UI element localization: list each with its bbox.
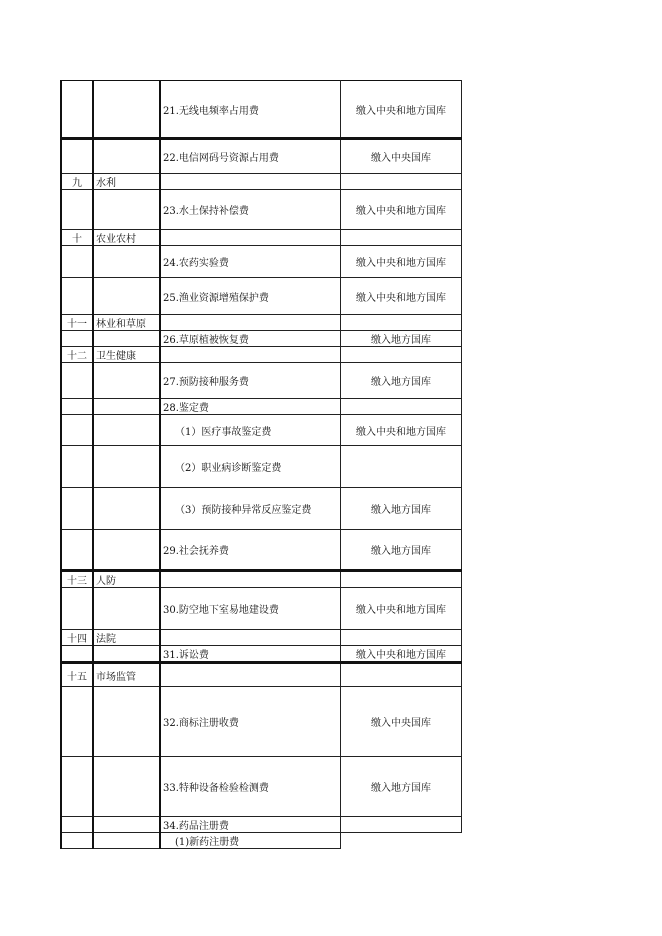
fee-item-cell: 27.预防接种服务费 (160, 363, 341, 399)
treasury-destination-cell: 缴入地方国库 (341, 331, 462, 347)
table-row (61, 230, 462, 246)
section-number-cell: 十 (61, 230, 93, 246)
treasury-destination-cell (341, 833, 462, 849)
fee-table (60, 80, 462, 849)
section-number-cell (61, 331, 93, 347)
category-cell (93, 81, 160, 139)
category-cell: 市场监管 (93, 663, 160, 687)
treasury-destination-cell (341, 446, 462, 488)
section-number-cell: 十二 (61, 347, 93, 363)
section-number-cell: 十一 (61, 315, 93, 331)
category-cell: 人防 (93, 571, 160, 588)
category-cell (93, 190, 160, 230)
table-row (61, 363, 462, 399)
section-number-cell (61, 530, 93, 571)
treasury-destination-cell (341, 174, 462, 190)
category-cell (93, 687, 160, 757)
table-row (61, 588, 462, 630)
fee-item-cell: 28.鉴定费 (160, 399, 341, 415)
fee-table-body (61, 81, 462, 849)
fee-item-cell: 22.电信网码号资源占用费 (160, 139, 341, 174)
category-cell (93, 278, 160, 315)
section-number-cell (61, 278, 93, 315)
fee-item-cell: 25.渔业资源增殖保护费 (160, 278, 341, 315)
section-number-cell (61, 588, 93, 630)
fee-item-cell: 26.草原植被恢复费 (160, 331, 341, 347)
section-number-cell (61, 81, 93, 139)
table-row (61, 687, 462, 757)
section-number-cell (61, 415, 93, 446)
treasury-destination-cell: 缴入地方国库 (341, 363, 462, 399)
table-row (61, 246, 462, 278)
category-cell (93, 588, 160, 630)
treasury-destination-cell: 缴入中央和地方国库 (341, 415, 462, 446)
table-row (61, 399, 462, 415)
section-number-cell (61, 757, 93, 817)
section-number-cell (61, 363, 93, 399)
treasury-destination-cell: 缴入中央国库 (341, 687, 462, 757)
category-cell (93, 446, 160, 488)
section-number-cell: 十三 (61, 571, 93, 588)
section-number-cell (61, 488, 93, 530)
fee-item-cell: 30.防空地下室易地建设费 (160, 588, 341, 630)
table-row (61, 663, 462, 687)
category-cell (93, 246, 160, 278)
fee-item-cell: 29.社会抚养费 (160, 530, 341, 571)
fee-item-cell: （1）医疗事故鉴定费 (160, 415, 341, 446)
fee-item-cell: 34.药品注册费 (160, 817, 341, 833)
treasury-destination-cell: 缴入地方国库 (341, 757, 462, 817)
table-row (61, 190, 462, 230)
treasury-destination-cell: 缴入中央和地方国库 (341, 278, 462, 315)
treasury-destination-cell: 缴入中央国库 (341, 139, 462, 174)
section-number-cell: 十五 (61, 663, 93, 687)
category-cell: 法院 (93, 630, 160, 646)
treasury-destination-cell: 缴入中央和地方国库 (341, 646, 462, 663)
fee-item-cell (160, 571, 341, 588)
fee-item-cell: 33.特种设备检验检测费 (160, 757, 341, 817)
category-cell (93, 363, 160, 399)
fee-item-cell (160, 663, 341, 687)
table-row (61, 315, 462, 331)
section-number-cell: 九 (61, 174, 93, 190)
treasury-destination-cell (341, 347, 462, 363)
fee-item-cell: 31.诉讼费 (160, 646, 341, 663)
fee-item-cell (160, 230, 341, 246)
category-cell (93, 415, 160, 446)
category-cell (93, 817, 160, 833)
section-number-cell (61, 246, 93, 278)
category-cell (93, 646, 160, 663)
table-row (61, 817, 462, 833)
fee-item-cell: （3）预防接种异常反应鉴定费 (160, 488, 341, 530)
section-number-cell (61, 833, 93, 849)
fee-item-cell (160, 630, 341, 646)
table-row (61, 630, 462, 646)
category-cell: 林业和草原 (93, 315, 160, 331)
fee-item-cell: 23.水土保持补偿费 (160, 190, 341, 230)
category-cell (93, 488, 160, 530)
category-cell: 水利 (93, 174, 160, 190)
category-cell (93, 399, 160, 415)
section-number-cell (61, 687, 93, 757)
table-row (61, 571, 462, 588)
section-number-cell (61, 646, 93, 663)
fee-item-cell (160, 174, 341, 190)
section-number-cell: 十四 (61, 630, 93, 646)
fee-item-cell (160, 315, 341, 331)
table-row (61, 530, 462, 571)
section-number-cell (61, 446, 93, 488)
category-cell (93, 757, 160, 817)
fee-item-cell: 32.商标注册收费 (160, 687, 341, 757)
table-row (61, 174, 462, 190)
category-cell (93, 139, 160, 174)
treasury-destination-cell (341, 571, 462, 588)
treasury-destination-cell (341, 315, 462, 331)
treasury-destination-cell (341, 817, 462, 833)
treasury-destination-cell: 缴入中央和地方国库 (341, 246, 462, 278)
treasury-destination-cell: 缴入中央和地方国库 (341, 190, 462, 230)
table-row (61, 81, 462, 139)
table-row (61, 347, 462, 363)
table-row (61, 139, 462, 174)
category-cell: 农业农村 (93, 230, 160, 246)
category-cell (93, 331, 160, 347)
section-number-cell (61, 817, 93, 833)
table-row (61, 833, 462, 849)
category-cell (93, 530, 160, 571)
treasury-destination-cell: 缴入地方国库 (341, 488, 462, 530)
section-number-cell (61, 190, 93, 230)
treasury-destination-cell: 缴入中央和地方国库 (341, 81, 462, 139)
section-number-cell (61, 399, 93, 415)
fee-item-cell: (1)新药注册费 (160, 833, 341, 849)
fee-item-cell (160, 347, 341, 363)
fee-item-cell: 24.农药实验费 (160, 246, 341, 278)
table-row (61, 446, 462, 488)
table-row (61, 415, 462, 446)
category-cell: 卫生健康 (93, 347, 160, 363)
fee-item-cell: 21.无线电频率占用费 (160, 81, 341, 139)
table-row (61, 278, 462, 315)
fee-item-cell: （2）职业病诊断鉴定费 (160, 446, 341, 488)
category-cell (93, 833, 160, 849)
table-row (61, 646, 462, 663)
treasury-destination-cell (341, 230, 462, 246)
section-number-cell (61, 139, 93, 174)
treasury-destination-cell (341, 630, 462, 646)
treasury-destination-cell (341, 399, 462, 415)
table-row (61, 488, 462, 530)
treasury-destination-cell: 缴入地方国库 (341, 530, 462, 571)
treasury-destination-cell: 缴入中央和地方国库 (341, 588, 462, 630)
table-row (61, 331, 462, 347)
treasury-destination-cell (341, 663, 462, 687)
table-row (61, 757, 462, 817)
